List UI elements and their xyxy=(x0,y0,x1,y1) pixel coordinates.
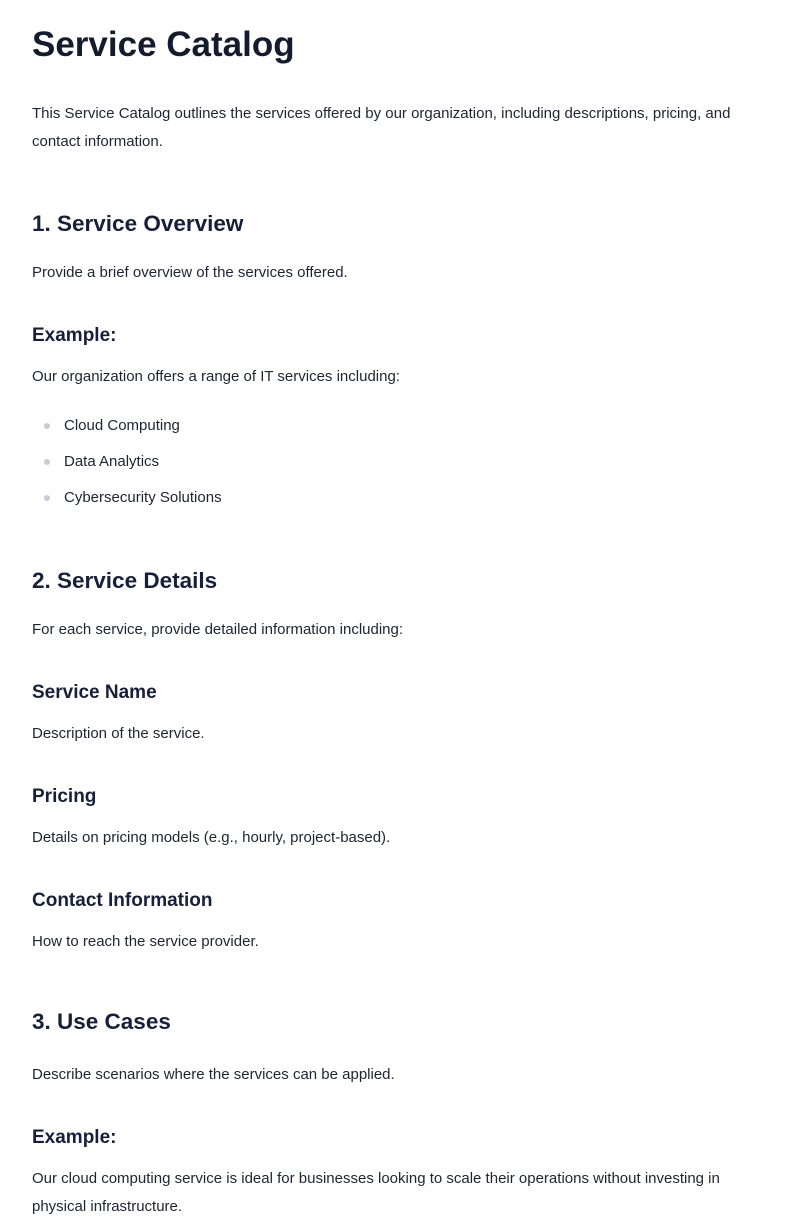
section-description: Provide a brief overview of the services offered. xyxy=(32,264,348,281)
section-description: For each service, provide detailed information including: xyxy=(32,621,404,638)
example-heading: Example: xyxy=(32,325,117,346)
section-heading-service-overview: 1. Service Overview xyxy=(32,211,244,236)
example-heading: Example: xyxy=(32,1127,117,1148)
intro-paragraph: This Service Catalog outlines the services offered by our organization, including descriptions, pricing, and contact information. xyxy=(32,105,731,150)
page-title: Service Catalog xyxy=(32,25,295,64)
service-list xyxy=(32,415,768,509)
subsection-text: Details on pricing models (e.g., hourly, project-based). xyxy=(32,829,391,846)
subsection-text: Description of the service. xyxy=(32,725,205,742)
list-item: Cybersecurity Solutions xyxy=(32,487,768,509)
subsection-text: How to reach the service provider. xyxy=(32,933,259,950)
subsection-heading-pricing: Pricing xyxy=(32,786,97,807)
example-text: Our cloud computing service is ideal for businesses looking to scale their operations without investing in physical infrastructure. xyxy=(32,1170,720,1215)
list-item: Cloud Computing xyxy=(32,415,768,437)
example-text: Our organization offers a range of IT services including: xyxy=(32,368,400,385)
subsection-heading-contact-information: Contact Information xyxy=(32,890,213,911)
subsection-heading-service-name: Service Name xyxy=(32,682,157,703)
section-heading-service-details: 2. Service Details xyxy=(32,568,218,593)
list-item: Data Analytics xyxy=(32,451,768,473)
section-description: Describe scenarios where the services can be applied. xyxy=(32,1066,395,1083)
section-heading-use-cases: 3. Use Cases xyxy=(32,1009,171,1034)
